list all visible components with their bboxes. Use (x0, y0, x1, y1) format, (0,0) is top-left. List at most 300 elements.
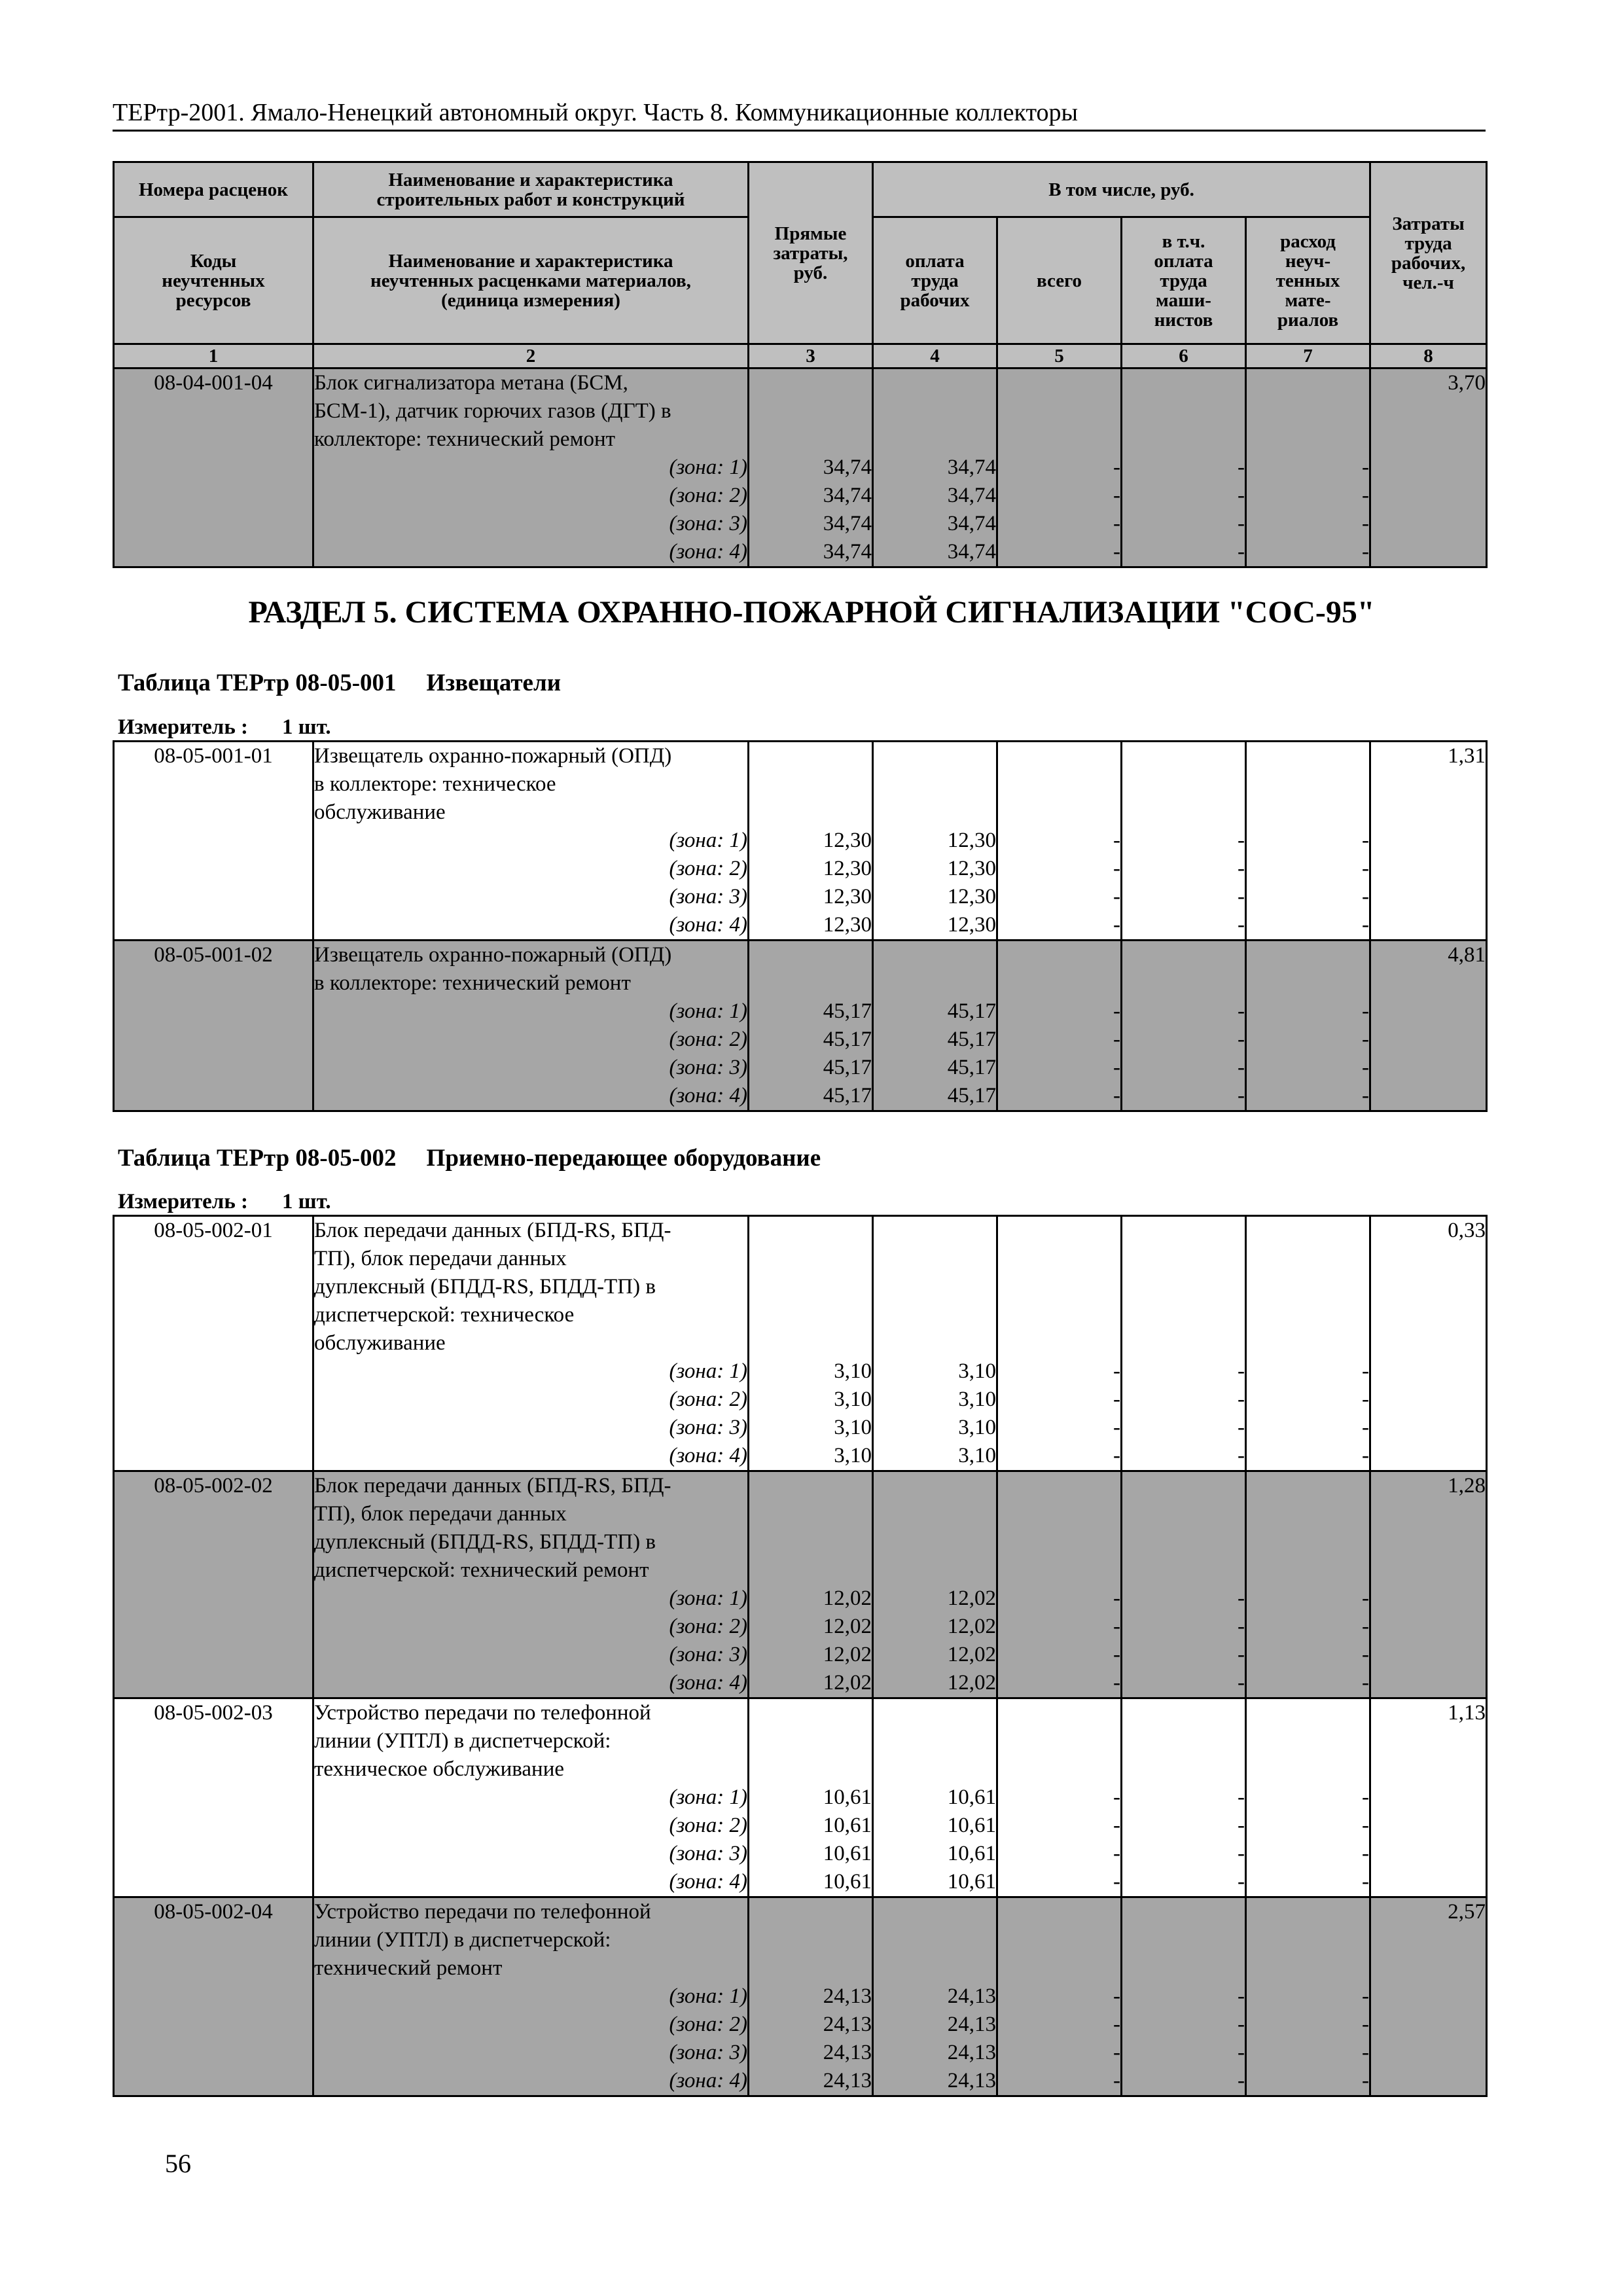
cell-wage (873, 1897, 997, 2096)
value-direct: 34,74 (823, 512, 872, 535)
rates-table-top (113, 161, 1488, 568)
rate-code: 08-05-002-02 (114, 1471, 313, 1698)
value-mach: - (1113, 857, 1120, 880)
zone-label: (зона: 1) (669, 1984, 747, 2008)
cell-mat (1246, 742, 1370, 941)
description-line: Извещатель охранно-пожарный (ОПД) (314, 943, 672, 967)
value-wage: 24,13 (947, 1984, 996, 2008)
section-title: РАЗДЕЛ 5. СИСТЕМА ОХРАННО-ПОЖАРНОЙ СИГНАЛИЗАЦИИ "СОС-95" (248, 595, 1375, 630)
value-mach-wage: - (1238, 2013, 1245, 2036)
description-line: обслуживание (314, 800, 446, 824)
table2-measure-unit: 1 шт. (282, 1190, 331, 1213)
table2-label: Таблица ТЕРтр 08-05-002 (118, 1145, 397, 1172)
zone-label: (зона: 2) (669, 857, 747, 880)
header-line: маши- (1156, 289, 1211, 311)
zone-label: (зона: 4) (669, 1870, 747, 1893)
value-mach: - (1113, 1814, 1120, 1837)
header-line: оплата (1154, 250, 1213, 272)
value-direct: 10,61 (823, 1842, 872, 1865)
table2-measure-label: Измеритель : (118, 1190, 249, 1213)
cell-mach-wage (1122, 1216, 1246, 1471)
value-wage: 12,30 (947, 829, 996, 852)
header-line: строительных работ и конструкций (376, 188, 685, 210)
cell-direct (749, 368, 873, 567)
cell-wage (873, 742, 997, 941)
column-number: 2 (313, 344, 749, 368)
value-mach-wage: - (1238, 829, 1245, 852)
value-mat: - (1362, 1056, 1369, 1079)
description-line: диспетчерской: технический ремонт (314, 1558, 649, 1582)
value-direct: 10,61 (823, 1870, 872, 1893)
value-wage: 10,61 (947, 1814, 996, 1837)
labor-cost (1370, 368, 1487, 567)
value-mat: - (1362, 2069, 1369, 2092)
header-machinist-wage (1122, 217, 1246, 344)
value-wage: 12,02 (947, 1615, 996, 1638)
value-mach-wage: - (1238, 1056, 1245, 1079)
value-direct: 12,30 (823, 857, 872, 880)
header-line: рабочих (900, 289, 970, 311)
zone-label: (зона: 2) (669, 1388, 747, 1411)
description-line: технический ремонт (314, 1956, 503, 1980)
value-mat: - (1362, 1615, 1369, 1638)
value-mat: - (1362, 1359, 1369, 1383)
value-mach-wage: - (1238, 1444, 1245, 1467)
cell-wage (873, 368, 997, 567)
header-line: руб. (793, 262, 828, 283)
cell-mach-wage (1122, 742, 1246, 941)
value-direct: 45,17 (823, 999, 872, 1023)
header-line: риалов (1277, 309, 1339, 331)
zone-label: (зона: 4) (669, 1671, 747, 1695)
value-mach: - (1113, 999, 1120, 1023)
cell-mach (997, 1698, 1122, 1897)
cell-direct (749, 742, 873, 941)
cell-mach (997, 1471, 1122, 1698)
description-line: БСМ-1), датчик горючих газов (ДГТ) в (314, 399, 671, 423)
zone-label: (зона: 4) (669, 913, 747, 937)
description-line: ТП), блок передачи данных (314, 1502, 567, 1526)
running-head: ТЕРтр-2001. Ямало-Ненецкий автономный округ. Часть 8. Коммуникационные коллекторы (113, 97, 1486, 132)
value-direct: 45,17 (823, 1056, 872, 1079)
labor-value: 1,13 (1448, 1701, 1486, 1725)
header-line: труда (1160, 270, 1207, 291)
description-line: в коллекторе: техническое (314, 772, 556, 796)
cell-mach-wage (1122, 941, 1246, 1111)
value-mach: - (1113, 1785, 1120, 1809)
value-mat: - (1362, 2041, 1369, 2064)
description-line: Блок сигнализатора метана (БСМ, (314, 371, 628, 395)
cell-mat (1246, 1471, 1370, 1698)
cell-mat (1246, 1698, 1370, 1897)
header-line: труда (911, 270, 959, 291)
value-mat: - (1362, 484, 1370, 507)
cell-mat (1246, 1897, 1370, 2096)
cell-mach-wage (1122, 1897, 1246, 2096)
value-mach: - (1113, 1028, 1120, 1051)
page-number: 56 (165, 2149, 191, 2178)
zone-label: (зона: 3) (669, 2041, 747, 2064)
description-line: Устройство передачи по телефонной (314, 1701, 651, 1725)
value-mach: - (1113, 2041, 1120, 2064)
table1-measure-unit: 1 шт. (282, 715, 331, 739)
value-wage: 12,30 (947, 885, 996, 908)
column-number: 3 (749, 344, 873, 368)
value-direct: 3,10 (834, 1444, 872, 1467)
header-line: в т.ч. (1162, 230, 1205, 252)
cell-mach (997, 742, 1122, 941)
zone-label: (зона: 1) (669, 1587, 747, 1610)
value-mat: - (1362, 999, 1369, 1023)
labor-value: 3,70 (1448, 371, 1486, 395)
value-wage: 45,17 (947, 999, 996, 1023)
cell-mach-wage (1122, 368, 1246, 567)
value-mach-wage: - (1238, 1785, 1245, 1809)
zone-label: (зона: 3) (669, 1643, 747, 1666)
value-mach: - (1113, 1084, 1120, 1107)
value-mach: - (1113, 2069, 1120, 2092)
header-line: ресурсов (175, 289, 251, 311)
value-mach-wage: - (1238, 2069, 1245, 2092)
value-mat: - (1362, 1785, 1369, 1809)
zone-label: (зона: 2) (669, 2013, 747, 2036)
column-number: 8 (1370, 344, 1487, 368)
table1-measure-label: Измеритель : (118, 715, 249, 739)
zone-label: (зона: 2) (669, 1814, 747, 1837)
header-labor-costs (1370, 162, 1487, 344)
rates-table-08-05-002 (113, 1215, 1488, 2097)
rate-code: 08-04-001-04 (114, 368, 313, 567)
value-direct: 12,02 (823, 1615, 872, 1638)
cell-wage (873, 1471, 997, 1698)
rate-code: 08-05-001-02 (114, 941, 313, 1111)
value-mach: - (1113, 1416, 1120, 1439)
work-description (313, 941, 749, 1111)
value-mach: - (1113, 1587, 1120, 1610)
zone-label: (зона: 1) (669, 456, 747, 479)
header-line: рабочих, (1391, 252, 1466, 274)
table1-title (118, 669, 561, 698)
work-description (313, 1897, 749, 2096)
cell-direct (749, 1897, 873, 2096)
value-wage: 34,74 (947, 484, 996, 507)
labor-cost (1370, 1471, 1487, 1698)
header-line: труда (1404, 232, 1452, 254)
table-row (114, 1897, 1487, 2096)
header-line: неуч- (1285, 250, 1331, 272)
zone-label: (зона: 3) (669, 1416, 747, 1439)
header-line: (единица измерения) (441, 289, 620, 311)
header-resource-codes (114, 217, 313, 344)
description-line: дуплексный (БПДД-RS, БПДД-ТП) в (314, 1530, 656, 1554)
table1-label: Таблица ТЕРтр 08-05-001 (118, 670, 397, 696)
value-wage: 10,61 (947, 1785, 996, 1809)
value-direct: 3,10 (834, 1359, 872, 1383)
cell-wage (873, 941, 997, 1111)
cell-direct (749, 1216, 873, 1471)
value-mach: - (1113, 1359, 1120, 1383)
value-mach-wage: - (1238, 1388, 1245, 1411)
cell-mach (997, 1897, 1122, 2096)
value-wage: 34,74 (947, 456, 996, 479)
zone-label: (зона: 4) (669, 2069, 747, 2092)
cell-mach (997, 1216, 1122, 1471)
table-row (114, 1216, 1487, 1471)
value-mach-wage: - (1238, 1984, 1245, 2008)
value-direct: 12,02 (823, 1671, 872, 1695)
description-line: дуплексный (БПДД-RS, БПДД-ТП) в (314, 1275, 656, 1299)
header-material-name (313, 217, 749, 344)
value-mach-wage: - (1238, 1587, 1245, 1610)
column-number: 6 (1122, 344, 1246, 368)
cell-direct (749, 1698, 873, 1897)
value-mach: - (1113, 456, 1120, 479)
value-mach-wage: - (1238, 484, 1245, 507)
header-line: неучтенных (162, 270, 265, 291)
labor-value: 1,31 (1448, 744, 1486, 768)
header-wage (873, 217, 997, 344)
value-direct: 24,13 (823, 2013, 872, 2036)
value-mach-wage: - (1238, 2041, 1245, 2064)
zone-label: (зона: 3) (669, 1842, 747, 1865)
value-wage: 45,17 (947, 1056, 996, 1079)
work-description (313, 1216, 749, 1471)
value-mat: - (1362, 1587, 1369, 1610)
table-row (114, 1698, 1487, 1897)
value-mat: - (1362, 1416, 1369, 1439)
cell-wage (873, 1698, 997, 1897)
value-mat: - (1362, 1444, 1369, 1467)
zone-label: (зона: 1) (669, 829, 747, 852)
header-line: расход (1280, 230, 1336, 252)
value-mach: - (1113, 512, 1120, 535)
value-wage: 34,74 (947, 540, 996, 564)
rate-code: 08-05-002-04 (114, 1897, 313, 2096)
value-mach: - (1113, 540, 1120, 564)
value-mach-wage: - (1238, 1615, 1245, 1638)
value-direct: 12,30 (823, 885, 872, 908)
cell-mat (1246, 368, 1370, 567)
zone-label: (зона: 2) (669, 1028, 747, 1051)
table-row (114, 368, 1487, 567)
value-mach: - (1113, 1444, 1120, 1467)
description-line: диспетчерской: техническое (314, 1303, 575, 1327)
value-mach-wage: - (1238, 1643, 1245, 1666)
labor-value: 4,81 (1448, 943, 1486, 967)
zone-label: (зона: 3) (669, 885, 747, 908)
column-number: 5 (997, 344, 1122, 368)
value-mat: - (1362, 1842, 1369, 1865)
description-line: в коллекторе: технический ремонт (314, 971, 631, 995)
value-direct: 10,61 (823, 1814, 872, 1837)
cell-mach (997, 368, 1122, 567)
header-materials-use (1246, 217, 1370, 344)
table-header (114, 162, 1487, 368)
zone-label: (зона: 1) (669, 999, 747, 1023)
header-line: оплата (905, 250, 965, 272)
cell-direct (749, 1471, 873, 1698)
value-direct: 45,17 (823, 1028, 872, 1051)
value-mach-wage: - (1238, 512, 1245, 535)
value-mach-wage: - (1238, 1814, 1245, 1837)
table2-title (118, 1144, 821, 1173)
zone-label: (зона: 3) (669, 1056, 747, 1079)
value-mach: - (1113, 1671, 1120, 1695)
cell-direct (749, 941, 873, 1111)
value-mach-wage: - (1238, 456, 1245, 479)
cell-mat (1246, 941, 1370, 1111)
header-work-name (313, 162, 749, 217)
column-number: 4 (873, 344, 997, 368)
value-mach: - (1113, 829, 1120, 852)
zone-label: (зона: 1) (669, 1359, 747, 1383)
value-mach: - (1113, 1056, 1120, 1079)
value-wage: 3,10 (958, 1359, 996, 1383)
column-number: 1 (114, 344, 313, 368)
header-line: Прямые (774, 223, 847, 244)
value-mat: - (1362, 540, 1370, 564)
work-description (313, 368, 749, 567)
zone-label: (зона: 4) (669, 1084, 747, 1107)
header-line: неучтенных расценками материалов, (370, 270, 691, 291)
value-mach-wage: - (1238, 999, 1245, 1023)
header-direct-costs (749, 162, 873, 344)
value-mach-wage: - (1238, 1359, 1245, 1383)
description-line: Блок передачи данных (БПД-RS, БПД- (314, 1219, 671, 1242)
labor-value: 2,57 (1448, 1900, 1486, 1924)
value-direct: 12,30 (823, 913, 872, 937)
labor-cost (1370, 1216, 1487, 1471)
value-mach-wage: - (1238, 1671, 1245, 1695)
value-direct: 24,13 (823, 2069, 872, 2092)
zone-label: (зона: 2) (669, 484, 747, 507)
value-mat: - (1362, 1084, 1369, 1107)
table1-name: Извещатели (426, 670, 562, 696)
rates-table-08-05-001 (113, 740, 1488, 1112)
value-wage: 45,17 (947, 1028, 996, 1051)
value-mach-wage: - (1238, 857, 1245, 880)
value-wage: 12,02 (947, 1587, 996, 1610)
table-row (114, 742, 1487, 941)
value-direct: 3,10 (834, 1416, 872, 1439)
value-direct: 45,17 (823, 1084, 872, 1107)
value-wage: 12,02 (947, 1643, 996, 1666)
value-mach: - (1113, 2013, 1120, 2036)
table-row (114, 941, 1487, 1111)
value-mach-wage: - (1238, 1416, 1245, 1439)
value-mat: - (1362, 1388, 1369, 1411)
labor-cost (1370, 941, 1487, 1111)
value-direct: 24,13 (823, 2041, 872, 2064)
value-wage: 10,61 (947, 1842, 996, 1865)
zone-label: (зона: 4) (669, 540, 747, 564)
zone-label: (зона: 2) (669, 1615, 747, 1638)
value-direct: 12,02 (823, 1643, 872, 1666)
value-direct: 10,61 (823, 1785, 872, 1809)
value-mach-wage: - (1238, 1870, 1245, 1893)
cell-wage (873, 1216, 997, 1471)
value-mat: - (1362, 456, 1370, 479)
value-mat: - (1362, 1643, 1369, 1666)
table2-measure (118, 1189, 331, 1215)
value-mach-wage: - (1238, 913, 1245, 937)
value-mach-wage: - (1238, 1842, 1245, 1865)
rate-code: 08-05-002-03 (114, 1698, 313, 1897)
value-wage: 12,30 (947, 913, 996, 937)
zone-label: (зона: 1) (669, 1785, 747, 1809)
value-wage: 3,10 (958, 1444, 996, 1467)
value-direct: 24,13 (823, 1984, 872, 2008)
value-mat: - (1362, 1028, 1369, 1051)
zone-label: (зона: 4) (669, 1444, 747, 1467)
value-wage: 12,02 (947, 1671, 996, 1695)
value-wage: 34,74 (947, 512, 996, 535)
description-line: коллекторе: технический ремонт (314, 427, 616, 451)
value-wage: 3,10 (958, 1388, 996, 1411)
labor-cost (1370, 1897, 1487, 2096)
work-description (313, 742, 749, 941)
header-rate-numbers: Номера расценок (114, 162, 313, 217)
value-wage: 24,13 (947, 2069, 996, 2092)
cell-mach-wage (1122, 1471, 1246, 1698)
header-line: чел.-ч (1402, 272, 1454, 293)
value-mat: - (1362, 1870, 1369, 1893)
value-direct: 34,74 (823, 456, 872, 479)
header-line: мате- (1285, 289, 1331, 311)
labor-value: 0,33 (1448, 1219, 1486, 1242)
work-description (313, 1698, 749, 1897)
value-mach: - (1113, 1388, 1120, 1411)
value-mat: - (1362, 913, 1369, 937)
cell-mat (1246, 1216, 1370, 1471)
labor-cost (1370, 1698, 1487, 1897)
table2-name: Приемно-передающее оборудование (426, 1145, 821, 1172)
description-line: ТП), блок передачи данных (314, 1247, 567, 1270)
value-mach: - (1113, 1643, 1120, 1666)
value-mat: - (1362, 1984, 1369, 2008)
value-wage: 3,10 (958, 1416, 996, 1439)
column-number: 7 (1246, 344, 1370, 368)
value-direct: 34,74 (823, 484, 872, 507)
column-numbers-row (114, 344, 1487, 368)
rate-code: 08-05-001-01 (114, 742, 313, 941)
value-mat: - (1362, 857, 1369, 880)
value-mach: - (1113, 484, 1120, 507)
value-direct: 12,02 (823, 1587, 872, 1610)
value-mat: - (1362, 1814, 1369, 1837)
value-mach-wage: - (1238, 1084, 1245, 1107)
header-machines-total: всего (997, 217, 1122, 344)
header-line: тенных (1275, 270, 1340, 291)
value-mach: - (1113, 913, 1120, 937)
value-wage: 12,30 (947, 857, 996, 880)
value-mat: - (1362, 512, 1370, 535)
value-mat: - (1362, 1671, 1369, 1695)
cell-mach-wage (1122, 1698, 1246, 1897)
description-line: обслуживание (314, 1331, 446, 1355)
value-mach: - (1113, 1842, 1120, 1865)
value-mach: - (1113, 885, 1120, 908)
header-line: нистов (1154, 309, 1213, 331)
header-including: В том числе, руб. (873, 162, 1370, 217)
header-line: затраты, (773, 242, 848, 264)
description-line: линии (УПТЛ) в диспетчерской: (314, 1928, 611, 1952)
labor-value: 1,28 (1448, 1474, 1486, 1498)
header-line: Наименование и характеристика (388, 250, 673, 272)
description-line: линии (УПТЛ) в диспетчерской: (314, 1729, 611, 1753)
rate-code: 08-05-002-01 (114, 1216, 313, 1471)
work-description (313, 1471, 749, 1698)
